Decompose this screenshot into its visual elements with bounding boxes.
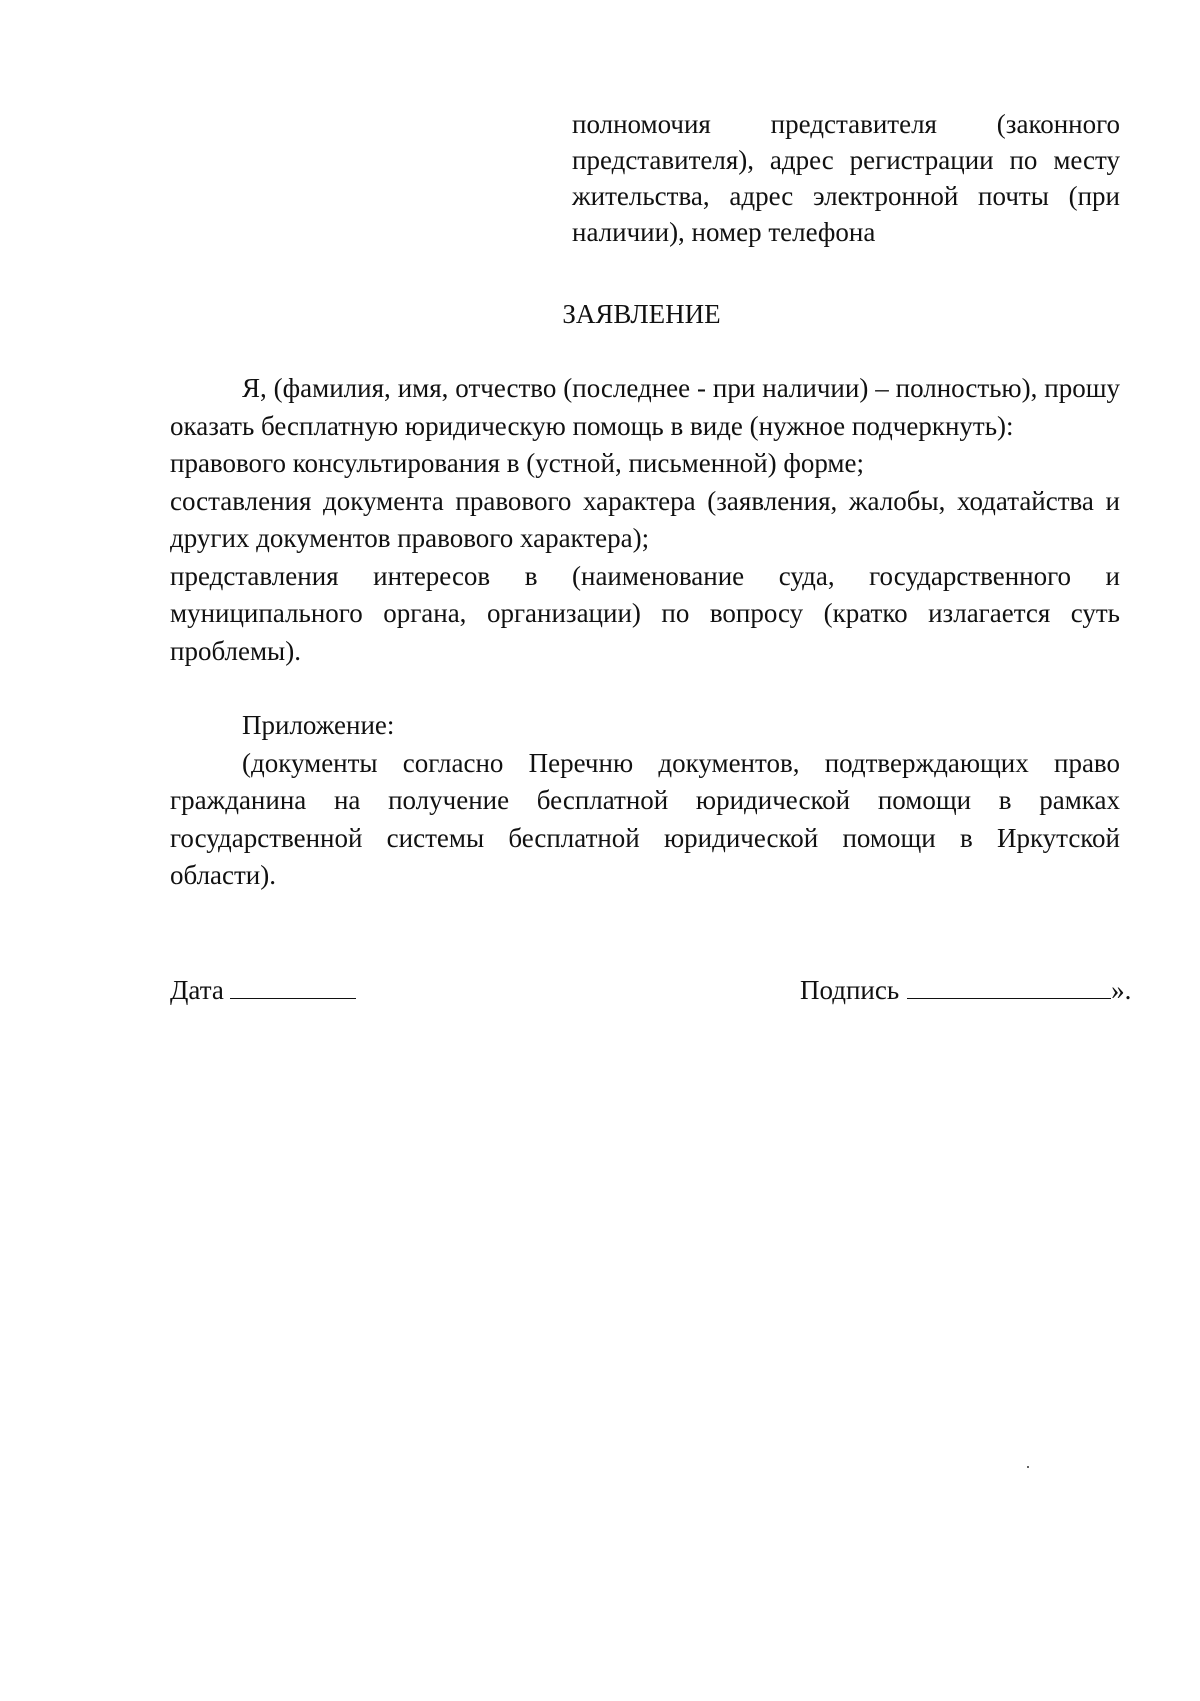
signature-label: Подпись [800,975,900,1005]
date-label: Дата [170,975,224,1005]
attachment-text: (документы согласно Перечню документов, подтверждающих право гражданина на получение бесплатной юридической помощи в рамках государственной системы бесплатной юридической помощи в Иркутской области). [170,747,1120,890]
date-blank-line [230,972,356,999]
spacer [170,670,1120,707]
date-field [170,972,356,1008]
signature-field [800,972,1131,1008]
option-document-drafting: составления документа правового характера (заявления, жалобы, ходатайства и других документов правового характера); [170,485,1120,553]
stray-mark [1027,1466,1029,1468]
attachment-label: Приложение: [242,710,395,740]
applicant-details-text: полномочия представителя (законного представителя), адрес регистрации по месту жительства, адрес электронной почты (при наличии), номер телефона [572,109,1120,247]
document-title: ЗАЯВЛЕНИЕ [562,299,721,329]
signature-blank-line [907,972,1111,999]
document-body [170,370,1120,895]
applicant-details-block [572,106,1120,250]
request-paragraph: Я, (фамилия, имя, отчество (последнее - при наличии) – полностью), прошу оказать бесплатную юридическую помощь в виде (нужное подчеркнуть): [170,373,1120,441]
signature-closing-quote: ». [1111,975,1132,1005]
option-consultation: правового консультирования в (устной, письменной) форме; [170,448,864,478]
option-representation: представления интересов в (наименование суда, государственного и муниципального органа, организации) по вопросу (кратко излагается суть проблемы). [170,560,1120,666]
